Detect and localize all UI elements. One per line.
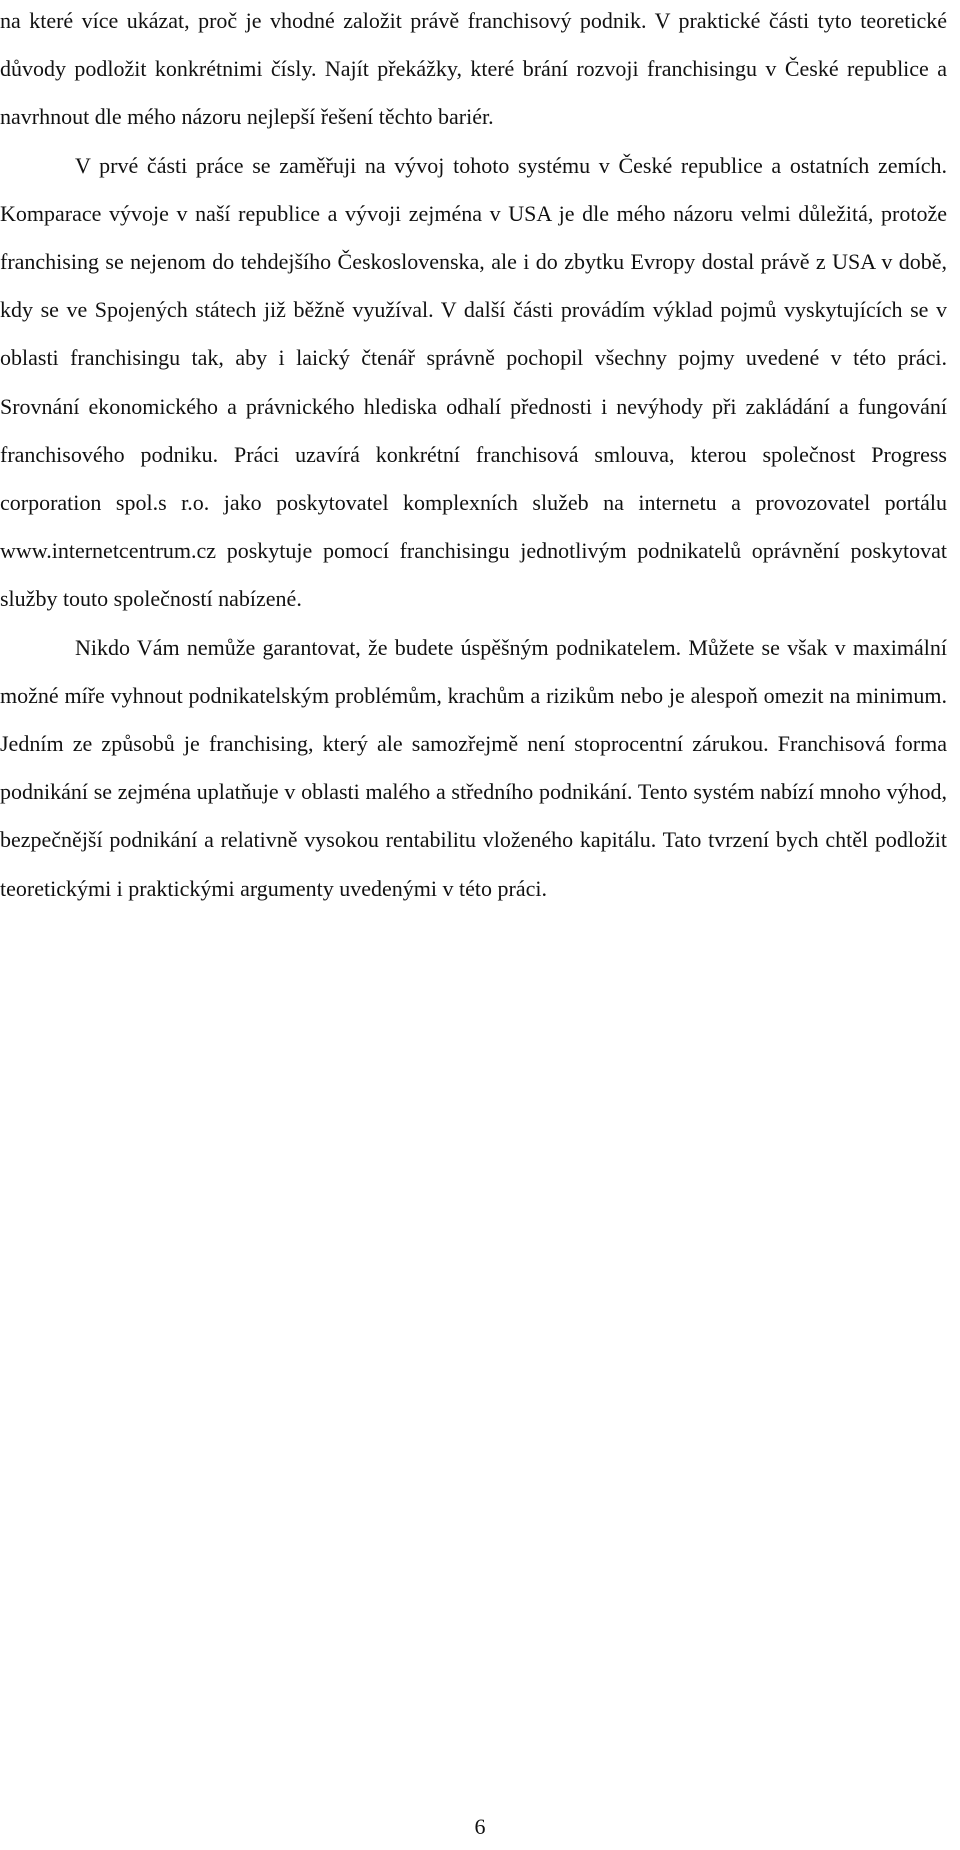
paragraph-1: na které více ukázat, proč je vhodné založit právě franchisový podnik. V praktické části tyto teoretické důvody podložit konkrétnimi čísly. Najít překážky, které brání rozvoji franchisingu v České republice a navrhnout dle mého názoru nejlepší řešení těchto bariér. [0, 8, 947, 130]
page-number: 6 [474, 1814, 486, 1839]
paragraph-2: V prvé části práce se zaměřuji na vývoj tohoto systému v České republice a ostatních zemích. Komparace vývoje v naší republice a vývoji zejména v USA je dle mého názoru velmi důležitá, protože franchising se nejenom do tehdejšího Československa, ale i do zbytku Evropy dostal právě z USA v době, kdy se ve Spojených státech již běžně využíval. V další části provádím výklad pojmů vyskytujících se v oblasti franchisingu tak, aby i laický čtenář správně pochopil všechny pojmy uvedené v této práci. Srovnání ekonomického a právnického hlediska odhalí přednosti i nevýhody při zakládání a fungování franchisového podniku. Práci uzavírá konkrétní franchisová smlouva, kterou společnost Progress corporation spol.s r.o. jako poskytovatel komplexních služeb na internetu a provozovatel portálu www.internetcentrum.cz poskytuje pomocí franchisingu jednotlivým podnikatelů oprávnění poskytovat služby touto společností nabízené. [0, 152, 947, 612]
paragraph-3: Nikdo Vám nemůže garantovat, že budete úspěšným podnikatelem. Můžete se však v maximální možné míře vyhnout podnikatelským problémům, krachům a rizikům nebo je alespoň omezit na minimum. Jedním ze způsobů je franchising, který ale samozřejmě není stoprocentní zárukou. Franchisová forma podnikání se zejména uplatňuje v oblasti malého a středního podnikání. Tento systém nabízí mnoho výhod, bezpečnější podnikání a relativně vysokou rentabilitu vloženého kapitálu. Tato tvrzení bych chtěl podložit teoretickými i praktickými argumenty uvedenými v této práci. [0, 634, 947, 901]
document-body [0, 0, 947, 913]
